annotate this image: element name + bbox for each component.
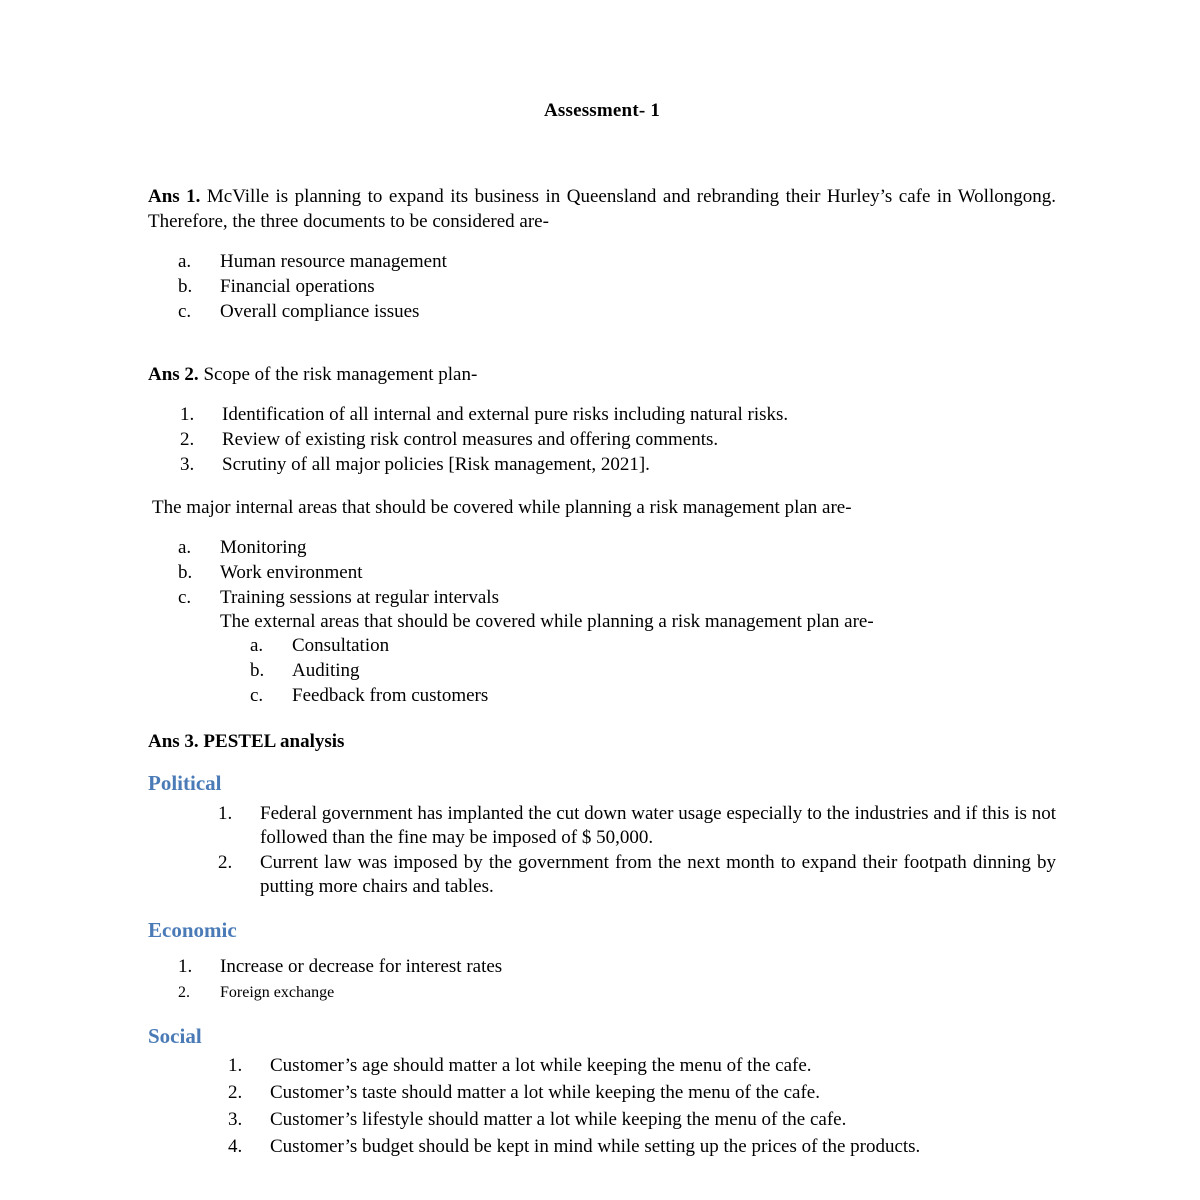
list-marker: b. <box>178 562 193 583</box>
answer-2-paragraph <box>148 362 1056 387</box>
external-areas-intro: The external areas that should be covered while planning a risk management plan are- <box>220 611 874 632</box>
list-item <box>178 586 1056 708</box>
list-item-text: Federal government has implanted the cut down water usage especially to the industries and if this is not followed than the fine may be imposed of $ 50,000. <box>260 803 1056 848</box>
answer-1-text: McVille is planning to expand its business in Queensland and rebranding their Hurley’s cafe in Wollongong. Therefore, the three documents to be considered are- <box>148 186 1056 232</box>
list-marker: 2. <box>228 1082 243 1103</box>
list-marker: 2. <box>180 429 195 450</box>
list-marker: 4. <box>228 1136 243 1157</box>
list-item <box>178 981 1056 1005</box>
economic-list <box>178 955 1056 1005</box>
list-item <box>178 561 1056 585</box>
list-marker: 1. <box>180 404 195 425</box>
list-item-text: Customer’s taste should matter a lot while keeping the menu of the cafe. <box>270 1082 820 1103</box>
answer-2-label: Ans 2. <box>148 364 199 385</box>
answer-3-heading: Ans 3. PESTEL analysis <box>148 731 345 752</box>
list-item-text: Customer’s age should matter a lot while keeping the menu of the cafe. <box>270 1055 812 1076</box>
heading-social: Social <box>148 1024 202 1048</box>
list-item <box>228 1080 1056 1105</box>
answer-2-text: Scope of the risk management plan- <box>198 364 478 385</box>
list-item <box>218 802 1056 850</box>
social-list <box>228 1053 1056 1159</box>
heading-political: Political <box>148 771 222 795</box>
list-item <box>178 955 1056 979</box>
political-list <box>218 802 1056 899</box>
list-marker: c. <box>178 587 192 608</box>
list-marker: 3. <box>228 1109 243 1130</box>
list-marker: c. <box>178 301 192 322</box>
list-item-text: Customer’s lifestyle should matter a lot while keeping the menu of the cafe. <box>270 1109 847 1130</box>
list-item <box>180 403 1056 427</box>
list-item <box>178 536 1056 560</box>
list-marker: b. <box>178 276 193 297</box>
list-marker: b. <box>250 660 265 681</box>
answer-2-scope-list <box>180 403 1056 477</box>
list-item <box>250 634 1056 658</box>
list-item-text: Identification of all internal and external pure risks including natural risks. <box>222 404 789 425</box>
list-marker: c. <box>250 685 264 706</box>
list-item <box>178 250 1056 274</box>
page-title: Assessment- 1 <box>543 100 661 121</box>
list-item-text: Auditing <box>292 660 360 681</box>
list-item <box>180 453 1056 477</box>
list-item-text: Review of existing risk control measures and offering comments. <box>222 429 719 450</box>
internal-areas-intro: The major internal areas that should be covered while planning a risk management plan are- <box>152 497 852 518</box>
list-marker: a. <box>178 537 192 558</box>
list-item-text: Consultation <box>292 635 390 656</box>
list-item-text: Feedback from customers <box>292 685 489 706</box>
list-marker: 2. <box>218 852 233 873</box>
list-item-text: Customer’s budget should be kept in mind while setting up the prices of the products. <box>270 1136 921 1157</box>
list-item <box>250 659 1056 683</box>
list-item-text: Increase or decrease for interest rates <box>220 956 503 977</box>
list-marker: 3. <box>180 454 195 475</box>
answer-1-list <box>178 250 1056 324</box>
list-item <box>178 275 1056 299</box>
list-item <box>228 1107 1056 1132</box>
list-marker: a. <box>178 251 192 272</box>
list-marker: 1. <box>218 803 233 824</box>
list-marker: a. <box>250 635 264 656</box>
list-item-text: Monitoring <box>220 537 307 558</box>
list-item-text: Human resource management <box>220 251 447 272</box>
list-item <box>180 428 1056 452</box>
heading-economic: Economic <box>148 918 237 942</box>
list-item-text: Financial operations <box>220 276 375 297</box>
document-body <box>148 0 1056 1161</box>
list-marker: 1. <box>228 1055 243 1076</box>
list-item <box>228 1134 1056 1159</box>
list-item-text: Overall compliance issues <box>220 301 420 322</box>
list-item <box>228 1053 1056 1078</box>
list-item-text: Scrutiny of all major policies [Risk management, 2021]. <box>222 454 650 475</box>
list-item-text: Current law was imposed by the government from the next month to expand their footpath dinning by putting more chairs and tables. <box>260 852 1056 897</box>
list-item-text: Foreign exchange <box>220 984 335 1001</box>
list-marker: 2. <box>178 984 190 1001</box>
answer-1-label: Ans 1. <box>148 186 201 207</box>
list-item-text: Work environment <box>220 562 363 583</box>
internal-areas-list <box>178 536 1056 708</box>
list-marker: 1. <box>178 956 193 977</box>
list-item-text: Training sessions at regular intervals <box>220 587 499 608</box>
external-areas-list <box>250 634 1056 708</box>
list-item <box>178 300 1056 324</box>
list-item <box>218 851 1056 899</box>
list-item <box>250 684 1056 708</box>
answer-1-paragraph <box>148 184 1056 234</box>
